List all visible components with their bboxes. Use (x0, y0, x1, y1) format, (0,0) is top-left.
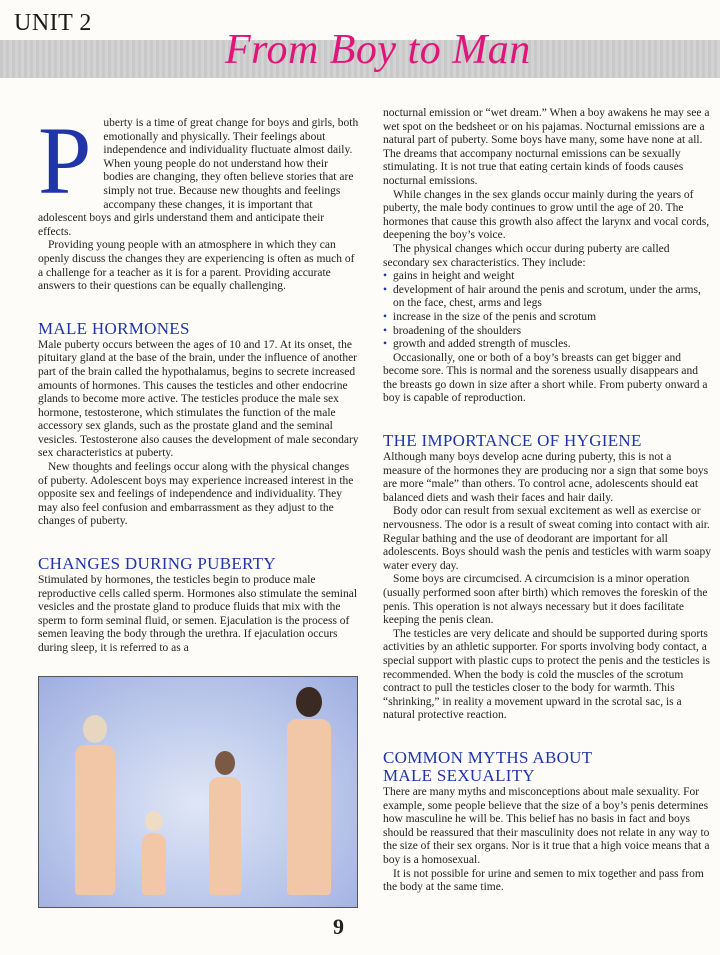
figure-adolescent (67, 715, 123, 895)
drop-cap: P (38, 107, 92, 214)
secondary-sex-characteristics-list (383, 270, 711, 352)
changes-paragraph-3: The physical changes which occur during puberty are called secondary sex characteristics. They include: (383, 242, 670, 269)
page-number: 9 (333, 914, 344, 939)
intro-paragraph-1: uberty is a time of great change for boys and girls, both emotionally and physically. Their feelings about independence and individuality fluctuate almost daily. When young people do not understand how their bodies are changing, they often believe stories that are simply not true. Because new thoughts and feelings accompany these changes, it is important that adolescent boys and girls understand them and anticipate their effects. (38, 117, 359, 238)
intro (38, 107, 360, 294)
list-item: • development of hair around the penis and scrotum, under the arms, on the face, chest, arms and legs (383, 284, 711, 311)
hygiene-paragraph-4: The testicles are very delicate and should be supported during sports activities by an athletic supporter. For sports involving body contact, a special support with plastic cups to protect the penis and the testicles is recommended. When the body is cold the muscles of the scrotum contract to pull the testicles closer to the body for warmth. This “shrinking,” in reality a movement upward in the scrotal sac, is a natural protective reaction. (383, 627, 711, 722)
list-item: • increase in the size of the penis and scrotum (383, 311, 711, 325)
unit-label: UNIT 2 (14, 10, 92, 36)
list-item: • broadening of the shoulders (383, 325, 711, 339)
heading-male-hormones: MALE HORMONES (38, 318, 190, 338)
page-title: From Boy to Man (225, 27, 531, 73)
hygiene-paragraph-2: Body odor can result from sexual excitement as well as exercise or nervousness. The odor is a result of sweat coming into contact with air. Regular bathing and the use of deodorant are important for all adolescents. Boys should wash the penis and testicles with warm soapy water every day. (383, 505, 712, 572)
myths-paragraph-2: It is not possible for urine and semen to mix together and pass from the body at the same time. (383, 867, 704, 894)
list-item: • growth and added strength of muscles. (383, 338, 711, 352)
figure-toddler (139, 811, 169, 895)
changes-paragraph-1-continued: nocturnal emission or “wet dream.” When a boy awakens he may see a wet spot on the bedsheet or on his pajamas. Nocturnal emissions are a natural part of puberty. Some boys have many, some have none at all. The dreams that accompany nocturnal emissions can be sexually stimulating. It is not true that eating certain kinds of foods causes nocturnal emissions. (383, 107, 710, 187)
heading-common-myths: COMMON MYTHS ABOUT MALE SEXUALITY (383, 747, 593, 785)
heading-hygiene: THE IMPORTANCE OF HYGIENE (383, 431, 642, 451)
list-item: • gains in height and weight (383, 270, 711, 284)
growth-stages-illustration (38, 676, 358, 908)
intro-paragraph-2: Providing young people with an atmosphere in which they can openly discuss the changes they are experiencing is often as much of a challenge for a teacher as it is for a parent. Providing accurate answers to their questions can be equally challenging. (38, 239, 355, 293)
changes-paragraph-1: Stimulated by hormones, the testicles begin to produce male reproductive cells called sperm. Hormones also stimulate the seminal vesicles and the prostate gland to produce fluids that mix with the sperm to form seminal fluid, or semen. Ejaculation is the process of semen leaving the body through the urethra. If ejaculation occurs during sleep, it is referred to as a (38, 574, 358, 654)
changes-paragraph-4: Occasionally, one or both of a boy’s breasts can get bigger and become sore. This is normal and the soreness usually disappears and the breasts go down in size after a short while. From puberty onward a boy is capable of reproduction. (383, 351, 708, 405)
heading-changes-during-puberty: CHANGES DURING PUBERTY (38, 554, 276, 574)
figure-child (204, 751, 246, 895)
changes-paragraph-2: While changes in the sex glands occur mainly during the years of puberty, the male body continues to grow until the age of 20. The hormones that cause this growth also affect the larynx and vocal cords, deepening the boy’s voice. (383, 188, 710, 242)
hygiene-paragraph-1: Although many boys develop acne during puberty, this is not a measure of the hormones they are producing nor a sign that some boys are more “male” than others. To control acne, adolescents should eat balanced diets and wash their faces and hair daily. (383, 451, 709, 504)
male-hormones-paragraph-2: New thoughts and feelings occur along with the physical changes of puberty. Adolescent boys may experience increased interest in the opposite sex and feelings of independence and individuality. They may also feel confusion and embarrassment as they adjust to the changes of puberty. (38, 461, 354, 528)
male-hormones-paragraph-1: Male puberty occurs between the ages of 10 and 17. At its onset, the pituitary gland at the base of the brain, under the influence of another part of the brain called the hypothalamus, begins to secrete increased amounts of hormones. This causes the testicles and other endocrine glands to become more active. The testicles produce the male sex hormone, testosterone, which stimulates the function of the male accessory sex glands, such as the prostate gland and the seminal vesicles. Testosterone also causes the development of male secondary sex characteristics at puberty. (38, 338, 359, 460)
right-column (383, 107, 711, 895)
hygiene-paragraph-3: Some boys are circumcised. A circumcision is a minor operation (usually performed soon after birth) which removes the foreskin of the penis. This operation is not always necessary but it does facilitate keeping the penis clean. (383, 573, 708, 627)
left-column (38, 105, 360, 656)
figure-adult (279, 687, 339, 895)
myths-paragraph-1: There are many myths and misconceptions about male sexuality. For example, some people believe that the size of a boy’s penis determines how masculine he will be. This belief has no basis in fact and boys should be reassured that their masculinity does not relate in any way to the size of their sex organs. Nor is it true that a high voice means that a boy is a homosexual. (383, 785, 710, 866)
